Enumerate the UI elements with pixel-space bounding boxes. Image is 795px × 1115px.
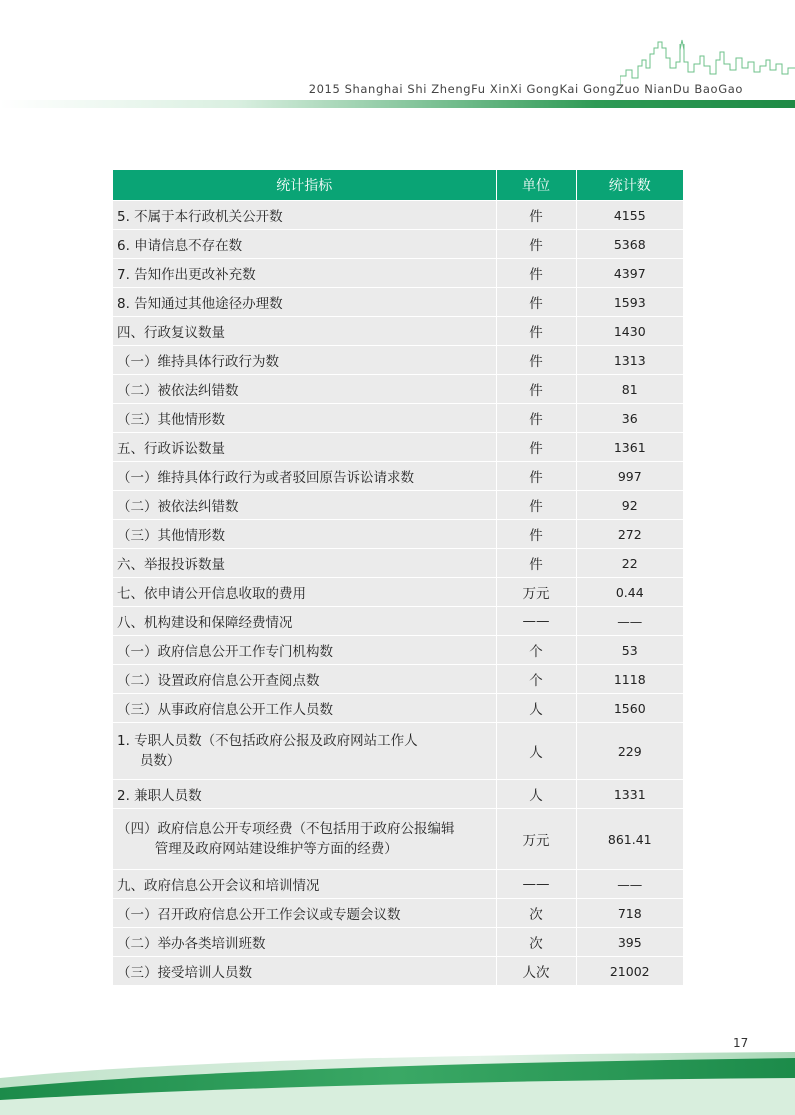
row-label: 五、行政诉讼数量 — [113, 433, 496, 462]
row-value: 5368 — [576, 230, 683, 259]
table-row — [113, 520, 683, 549]
row-value: 1313 — [576, 346, 683, 375]
row-value: 36 — [576, 404, 683, 433]
row-value: 229 — [576, 723, 683, 780]
table-row — [113, 957, 683, 986]
table-row — [113, 404, 683, 433]
row-label: 7. 告知作出更改补充数 — [113, 259, 496, 288]
table-row — [113, 346, 683, 375]
row-label: 七、依申请公开信息收取的费用 — [113, 578, 496, 607]
row-unit: 万元 — [496, 809, 576, 870]
row-value: —— — [576, 870, 683, 899]
row-label: 5. 不属于本行政机关公开数 — [113, 201, 496, 230]
table-row — [113, 549, 683, 578]
row-unit: 件 — [496, 520, 576, 549]
row-value: 81 — [576, 375, 683, 404]
row-unit: 件 — [496, 201, 576, 230]
row-label: （四）政府信息公开专项经费（不包括用于政府公报编辑管理及政府网站建设维护等方面的经费） — [117, 821, 455, 857]
row-value: 22 — [576, 549, 683, 578]
table-row — [113, 578, 683, 607]
table-row — [113, 259, 683, 288]
row-value: 272 — [576, 520, 683, 549]
row-unit: 件 — [496, 404, 576, 433]
row-label: 8. 告知通过其他途径办理数 — [113, 288, 496, 317]
table-row — [113, 899, 683, 928]
row-unit: 件 — [496, 375, 576, 404]
row-value: 1361 — [576, 433, 683, 462]
table-row — [113, 462, 683, 491]
row-value: 4397 — [576, 259, 683, 288]
row-label-cell — [113, 723, 496, 780]
row-value: 92 — [576, 491, 683, 520]
table-row — [113, 809, 683, 870]
page-number: 17 — [733, 1036, 749, 1050]
row-value: 21002 — [576, 957, 683, 986]
row-unit: 件 — [496, 288, 576, 317]
row-label: （三）接受培训人员数 — [113, 957, 496, 986]
report-header-title: 2015 Shanghai Shi ZhengFu XinXi GongKai GongZuo NianDu BaoGao — [308, 82, 743, 96]
row-unit: 件 — [496, 549, 576, 578]
column-header-count: 统计数 — [576, 170, 683, 201]
row-label: 八、机构建设和保障经费情况 — [113, 607, 496, 636]
table-row — [113, 694, 683, 723]
row-value: 395 — [576, 928, 683, 957]
row-value: —— — [576, 607, 683, 636]
row-value: 1593 — [576, 288, 683, 317]
row-label-cell — [113, 809, 496, 870]
row-unit: 人次 — [496, 957, 576, 986]
row-unit: —— — [496, 607, 576, 636]
statistics-table — [113, 170, 683, 985]
city-skyline-graphic — [620, 38, 795, 86]
row-value: 1118 — [576, 665, 683, 694]
row-label: 四、行政复议数量 — [113, 317, 496, 346]
row-label: （一）维持具体行政行为数 — [113, 346, 496, 375]
row-unit: 件 — [496, 491, 576, 520]
footer-wave-graphic — [0, 1050, 795, 1115]
table-row — [113, 665, 683, 694]
row-unit: 万元 — [496, 578, 576, 607]
row-label: （三）其他情形数 — [113, 520, 496, 549]
header-divider — [0, 100, 795, 108]
row-label: （一）维持具体行政行为或者驳回原告诉讼请求数 — [113, 462, 496, 491]
row-value: 1560 — [576, 694, 683, 723]
row-unit: 个 — [496, 665, 576, 694]
row-label: （二）被依法纠错数 — [113, 375, 496, 404]
row-unit: 次 — [496, 928, 576, 957]
row-value: 1331 — [576, 780, 683, 809]
row-label: （一）召开政府信息公开工作会议或专题会议数 — [113, 899, 496, 928]
column-header-unit: 单位 — [496, 170, 576, 201]
row-value: 861.41 — [576, 809, 683, 870]
table-row — [113, 375, 683, 404]
row-unit: 人 — [496, 694, 576, 723]
table-row — [113, 607, 683, 636]
table-row — [113, 780, 683, 809]
row-value: 0.44 — [576, 578, 683, 607]
row-unit: 件 — [496, 433, 576, 462]
row-unit: 件 — [496, 346, 576, 375]
row-unit: 件 — [496, 317, 576, 346]
row-label: 六、举报投诉数量 — [113, 549, 496, 578]
table-row — [113, 491, 683, 520]
row-value: 718 — [576, 899, 683, 928]
row-unit: —— — [496, 870, 576, 899]
row-value: 997 — [576, 462, 683, 491]
row-label: 6. 申请信息不存在数 — [113, 230, 496, 259]
row-unit: 个 — [496, 636, 576, 665]
row-value: 53 — [576, 636, 683, 665]
row-unit: 次 — [496, 899, 576, 928]
row-unit: 件 — [496, 230, 576, 259]
table-row — [113, 928, 683, 957]
table-row — [113, 201, 683, 230]
table-row — [113, 870, 683, 899]
column-header-indicator: 统计指标 — [113, 170, 496, 201]
row-label: 2. 兼职人员数 — [113, 780, 496, 809]
table-header-row — [113, 170, 683, 201]
row-label: （三）从事政府信息公开工作人员数 — [113, 694, 496, 723]
row-label: （三）其他情形数 — [113, 404, 496, 433]
row-label: （一）政府信息公开工作专门机构数 — [113, 636, 496, 665]
table-row — [113, 288, 683, 317]
table-row — [113, 230, 683, 259]
table-row — [113, 317, 683, 346]
row-label: （二）设置政府信息公开查阅点数 — [113, 665, 496, 694]
row-label: （二）举办各类培训班数 — [113, 928, 496, 957]
row-label: 九、政府信息公开会议和培训情况 — [113, 870, 496, 899]
row-label: 1. 专职人员数（不包括政府公报及政府网站工作人员数） — [117, 733, 418, 769]
table-row — [113, 723, 683, 780]
row-value: 1430 — [576, 317, 683, 346]
row-unit: 人 — [496, 780, 576, 809]
row-unit: 人 — [496, 723, 576, 780]
table-row — [113, 433, 683, 462]
table-row — [113, 636, 683, 665]
row-label: （二）被依法纠错数 — [113, 491, 496, 520]
row-unit: 件 — [496, 259, 576, 288]
row-value: 4155 — [576, 201, 683, 230]
row-unit: 件 — [496, 462, 576, 491]
